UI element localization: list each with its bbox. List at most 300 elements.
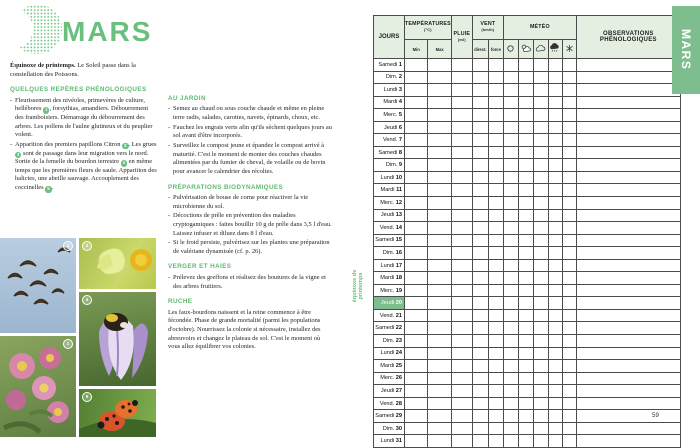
log-cell[interactable]: [472, 146, 488, 159]
log-cell[interactable]: [488, 347, 503, 360]
log-cell[interactable]: [533, 234, 548, 247]
log-cell[interactable]: [562, 134, 576, 147]
log-cell[interactable]: [451, 159, 472, 172]
log-cell[interactable]: [576, 159, 680, 172]
log-cell[interactable]: [503, 171, 518, 184]
log-cell[interactable]: [488, 197, 503, 210]
log-cell[interactable]: [451, 222, 472, 235]
log-cell[interactable]: [428, 171, 451, 184]
log-cell[interactable]: [488, 259, 503, 272]
log-cell[interactable]: [405, 209, 428, 222]
log-cell[interactable]: [451, 59, 472, 72]
log-cell[interactable]: [576, 335, 680, 348]
log-cell[interactable]: [548, 422, 562, 435]
log-cell[interactable]: [428, 184, 451, 197]
log-cell[interactable]: [576, 84, 680, 97]
log-cell[interactable]: [405, 197, 428, 210]
log-cell[interactable]: [503, 410, 518, 423]
log-cell[interactable]: [428, 209, 451, 222]
log-cell[interactable]: [576, 410, 680, 423]
log-cell[interactable]: [518, 422, 533, 435]
log-cell[interactable]: [451, 209, 472, 222]
log-cell[interactable]: [405, 297, 428, 310]
log-cell[interactable]: [548, 360, 562, 373]
log-cell[interactable]: [533, 209, 548, 222]
log-cell[interactable]: [562, 272, 576, 285]
log-cell[interactable]: [518, 297, 533, 310]
log-cell[interactable]: [533, 309, 548, 322]
log-cell[interactable]: [451, 197, 472, 210]
log-cell[interactable]: [576, 121, 680, 134]
log-cell[interactable]: [518, 171, 533, 184]
log-cell[interactable]: [472, 347, 488, 360]
log-cell[interactable]: [428, 309, 451, 322]
log-cell[interactable]: [488, 222, 503, 235]
log-cell[interactable]: [488, 322, 503, 335]
log-cell[interactable]: [428, 159, 451, 172]
log-cell[interactable]: [562, 234, 576, 247]
log-cell[interactable]: [503, 385, 518, 398]
log-cell[interactable]: [562, 109, 576, 122]
log-cell[interactable]: [451, 171, 472, 184]
log-cell[interactable]: [488, 335, 503, 348]
log-cell[interactable]: [451, 234, 472, 247]
log-cell[interactable]: [548, 222, 562, 235]
log-cell[interactable]: [548, 71, 562, 84]
log-cell[interactable]: [518, 385, 533, 398]
log-cell[interactable]: [428, 410, 451, 423]
log-cell[interactable]: [518, 309, 533, 322]
log-cell[interactable]: [562, 360, 576, 373]
log-cell[interactable]: [405, 247, 428, 260]
log-cell[interactable]: [488, 272, 503, 285]
log-cell[interactable]: [451, 422, 472, 435]
log-cell[interactable]: [451, 397, 472, 410]
log-cell[interactable]: [405, 309, 428, 322]
log-cell[interactable]: [518, 284, 533, 297]
log-cell[interactable]: [533, 222, 548, 235]
log-cell[interactable]: [428, 297, 451, 310]
log-cell[interactable]: [576, 171, 680, 184]
log-cell[interactable]: [472, 209, 488, 222]
log-cell[interactable]: [405, 184, 428, 197]
log-cell[interactable]: [472, 297, 488, 310]
log-cell[interactable]: [503, 397, 518, 410]
log-cell[interactable]: [405, 222, 428, 235]
log-cell[interactable]: [548, 109, 562, 122]
log-cell[interactable]: [451, 309, 472, 322]
log-cell[interactable]: [488, 397, 503, 410]
log-cell[interactable]: [518, 121, 533, 134]
log-cell[interactable]: [451, 146, 472, 159]
log-cell[interactable]: [472, 422, 488, 435]
log-cell[interactable]: [451, 259, 472, 272]
log-cell[interactable]: [472, 84, 488, 97]
log-cell[interactable]: [428, 347, 451, 360]
log-cell[interactable]: [503, 234, 518, 247]
log-cell[interactable]: [533, 121, 548, 134]
log-cell[interactable]: [518, 372, 533, 385]
log-cell[interactable]: [562, 372, 576, 385]
log-cell[interactable]: [472, 284, 488, 297]
log-cell[interactable]: [472, 197, 488, 210]
log-cell[interactable]: [576, 284, 680, 297]
log-cell[interactable]: [562, 222, 576, 235]
log-cell[interactable]: [548, 146, 562, 159]
log-cell[interactable]: [518, 184, 533, 197]
log-cell[interactable]: [533, 171, 548, 184]
log-cell[interactable]: [503, 146, 518, 159]
log-cell[interactable]: [518, 96, 533, 109]
log-cell[interactable]: [548, 197, 562, 210]
log-cell[interactable]: [548, 84, 562, 97]
log-cell[interactable]: [548, 121, 562, 134]
log-cell[interactable]: [451, 134, 472, 147]
log-cell[interactable]: [562, 410, 576, 423]
log-cell[interactable]: [405, 59, 428, 72]
log-cell[interactable]: [503, 335, 518, 348]
log-cell[interactable]: [548, 159, 562, 172]
log-cell[interactable]: [533, 71, 548, 84]
log-cell[interactable]: [428, 259, 451, 272]
log-cell[interactable]: [405, 71, 428, 84]
log-cell[interactable]: [428, 234, 451, 247]
log-cell[interactable]: [562, 121, 576, 134]
log-cell[interactable]: [562, 322, 576, 335]
log-cell[interactable]: [562, 209, 576, 222]
log-cell[interactable]: [428, 422, 451, 435]
log-cell[interactable]: [405, 259, 428, 272]
log-cell[interactable]: [533, 109, 548, 122]
log-cell[interactable]: [488, 385, 503, 398]
log-cell[interactable]: [488, 422, 503, 435]
log-cell[interactable]: [548, 335, 562, 348]
log-cell[interactable]: [562, 297, 576, 310]
log-cell[interactable]: [562, 171, 576, 184]
log-cell[interactable]: [503, 209, 518, 222]
log-cell[interactable]: [533, 297, 548, 310]
log-cell[interactable]: [503, 71, 518, 84]
log-cell[interactable]: [562, 59, 576, 72]
log-cell[interactable]: [405, 234, 428, 247]
log-cell[interactable]: [472, 171, 488, 184]
log-cell[interactable]: [562, 309, 576, 322]
log-cell[interactable]: [503, 372, 518, 385]
log-cell[interactable]: [428, 146, 451, 159]
log-cell[interactable]: [488, 59, 503, 72]
log-cell[interactable]: [503, 247, 518, 260]
log-cell[interactable]: [428, 335, 451, 348]
log-cell[interactable]: [548, 59, 562, 72]
log-cell[interactable]: [562, 397, 576, 410]
log-cell[interactable]: [518, 209, 533, 222]
log-cell[interactable]: [488, 284, 503, 297]
log-cell[interactable]: [562, 422, 576, 435]
log-cell[interactable]: [503, 297, 518, 310]
log-cell[interactable]: [472, 234, 488, 247]
log-cell[interactable]: [428, 397, 451, 410]
log-cell[interactable]: [503, 259, 518, 272]
log-cell[interactable]: [533, 96, 548, 109]
log-cell[interactable]: [451, 84, 472, 97]
log-cell[interactable]: [451, 96, 472, 109]
log-cell[interactable]: [488, 71, 503, 84]
log-cell[interactable]: [533, 134, 548, 147]
log-cell[interactable]: [518, 159, 533, 172]
log-cell[interactable]: [451, 272, 472, 285]
log-cell[interactable]: [472, 360, 488, 373]
log-cell[interactable]: [548, 134, 562, 147]
log-cell[interactable]: [405, 347, 428, 360]
log-cell[interactable]: [576, 197, 680, 210]
log-cell[interactable]: [518, 360, 533, 373]
log-cell[interactable]: [548, 96, 562, 109]
log-cell[interactable]: [548, 297, 562, 310]
log-cell[interactable]: [405, 134, 428, 147]
log-cell[interactable]: [472, 222, 488, 235]
log-cell[interactable]: [405, 121, 428, 134]
log-cell[interactable]: [548, 284, 562, 297]
log-cell[interactable]: [533, 360, 548, 373]
log-cell[interactable]: [428, 372, 451, 385]
log-cell[interactable]: [503, 109, 518, 122]
log-cell[interactable]: [576, 422, 680, 435]
log-cell[interactable]: [548, 372, 562, 385]
log-cell[interactable]: [472, 335, 488, 348]
log-cell[interactable]: [562, 71, 576, 84]
log-cell[interactable]: [428, 121, 451, 134]
log-cell[interactable]: [562, 385, 576, 398]
log-cell[interactable]: [562, 159, 576, 172]
log-cell[interactable]: [518, 397, 533, 410]
log-cell[interactable]: [548, 347, 562, 360]
log-cell[interactable]: [451, 410, 472, 423]
log-cell[interactable]: [428, 272, 451, 285]
log-cell[interactable]: [451, 360, 472, 373]
log-cell[interactable]: [488, 410, 503, 423]
log-cell[interactable]: [518, 71, 533, 84]
log-cell[interactable]: [518, 247, 533, 260]
log-cell[interactable]: [472, 159, 488, 172]
log-cell[interactable]: [533, 247, 548, 260]
log-cell[interactable]: [518, 347, 533, 360]
log-cell[interactable]: [576, 134, 680, 147]
log-cell[interactable]: [533, 372, 548, 385]
log-cell[interactable]: [451, 385, 472, 398]
log-cell[interactable]: [428, 322, 451, 335]
log-cell[interactable]: [503, 121, 518, 134]
log-cell[interactable]: [451, 71, 472, 84]
log-cell[interactable]: [451, 372, 472, 385]
log-cell[interactable]: [576, 234, 680, 247]
log-cell[interactable]: [488, 96, 503, 109]
log-cell[interactable]: [562, 335, 576, 348]
log-cell[interactable]: [428, 134, 451, 147]
log-cell[interactable]: [533, 422, 548, 435]
log-cell[interactable]: [472, 109, 488, 122]
log-cell[interactable]: [428, 71, 451, 84]
log-cell[interactable]: [488, 184, 503, 197]
log-cell[interactable]: [562, 96, 576, 109]
log-cell[interactable]: [576, 222, 680, 235]
log-cell[interactable]: [472, 184, 488, 197]
log-cell[interactable]: [405, 410, 428, 423]
log-cell[interactable]: [533, 84, 548, 97]
log-cell[interactable]: [428, 96, 451, 109]
log-cell[interactable]: [488, 134, 503, 147]
log-cell[interactable]: [503, 272, 518, 285]
log-cell[interactable]: [576, 385, 680, 398]
log-cell[interactable]: [576, 71, 680, 84]
log-cell[interactable]: [518, 84, 533, 97]
log-cell[interactable]: [503, 309, 518, 322]
log-cell[interactable]: [472, 385, 488, 398]
log-cell[interactable]: [548, 385, 562, 398]
log-cell[interactable]: [451, 284, 472, 297]
log-cell[interactable]: [562, 84, 576, 97]
log-cell[interactable]: [562, 284, 576, 297]
log-cell[interactable]: [488, 372, 503, 385]
log-cell[interactable]: [488, 121, 503, 134]
log-cell[interactable]: [428, 222, 451, 235]
log-cell[interactable]: [548, 171, 562, 184]
log-cell[interactable]: [503, 197, 518, 210]
log-cell[interactable]: [503, 347, 518, 360]
log-cell[interactable]: [405, 360, 428, 373]
log-cell[interactable]: [518, 259, 533, 272]
log-cell[interactable]: [472, 247, 488, 260]
log-cell[interactable]: [548, 322, 562, 335]
log-cell[interactable]: [576, 59, 680, 72]
log-cell[interactable]: [576, 309, 680, 322]
log-cell[interactable]: [503, 360, 518, 373]
log-cell[interactable]: [405, 372, 428, 385]
log-cell[interactable]: [548, 410, 562, 423]
log-cell[interactable]: [533, 184, 548, 197]
log-cell[interactable]: [576, 322, 680, 335]
log-cell[interactable]: [451, 335, 472, 348]
log-cell[interactable]: [518, 322, 533, 335]
log-cell[interactable]: [503, 184, 518, 197]
log-cell[interactable]: [472, 322, 488, 335]
log-cell[interactable]: [472, 410, 488, 423]
log-cell[interactable]: [518, 410, 533, 423]
log-cell[interactable]: [503, 59, 518, 72]
log-cell[interactable]: [488, 209, 503, 222]
log-cell[interactable]: [488, 297, 503, 310]
log-cell[interactable]: [533, 272, 548, 285]
log-cell[interactable]: [405, 397, 428, 410]
log-cell[interactable]: [548, 234, 562, 247]
log-cell[interactable]: [533, 347, 548, 360]
log-cell[interactable]: [451, 247, 472, 260]
log-cell[interactable]: [503, 134, 518, 147]
log-cell[interactable]: [405, 322, 428, 335]
log-cell[interactable]: [576, 272, 680, 285]
log-cell[interactable]: [576, 109, 680, 122]
log-cell[interactable]: [548, 259, 562, 272]
log-cell[interactable]: [405, 422, 428, 435]
log-cell[interactable]: [533, 397, 548, 410]
log-cell[interactable]: [451, 184, 472, 197]
log-cell[interactable]: [488, 146, 503, 159]
log-cell[interactable]: [405, 385, 428, 398]
log-cell[interactable]: [533, 146, 548, 159]
log-cell[interactable]: [576, 360, 680, 373]
log-cell[interactable]: [472, 259, 488, 272]
log-cell[interactable]: [405, 171, 428, 184]
log-cell[interactable]: [488, 309, 503, 322]
log-cell[interactable]: [562, 259, 576, 272]
log-cell[interactable]: [562, 146, 576, 159]
log-cell[interactable]: [472, 309, 488, 322]
log-cell[interactable]: [576, 247, 680, 260]
log-cell[interactable]: [472, 397, 488, 410]
log-cell[interactable]: [503, 159, 518, 172]
log-cell[interactable]: [472, 121, 488, 134]
log-cell[interactable]: [533, 159, 548, 172]
log-cell[interactable]: [503, 284, 518, 297]
log-cell[interactable]: [451, 121, 472, 134]
log-cell[interactable]: [451, 322, 472, 335]
log-cell[interactable]: [548, 397, 562, 410]
log-cell[interactable]: [472, 272, 488, 285]
log-cell[interactable]: [405, 272, 428, 285]
log-cell[interactable]: [428, 247, 451, 260]
log-cell[interactable]: [428, 385, 451, 398]
log-cell[interactable]: [562, 347, 576, 360]
log-cell[interactable]: [518, 146, 533, 159]
log-cell[interactable]: [576, 184, 680, 197]
log-cell[interactable]: [548, 272, 562, 285]
log-cell[interactable]: [488, 84, 503, 97]
log-cell[interactable]: [405, 96, 428, 109]
log-cell[interactable]: [533, 284, 548, 297]
log-cell[interactable]: [548, 247, 562, 260]
log-cell[interactable]: [518, 197, 533, 210]
log-cell[interactable]: [503, 422, 518, 435]
log-cell[interactable]: [576, 96, 680, 109]
log-cell[interactable]: [576, 372, 680, 385]
log-cell[interactable]: [533, 197, 548, 210]
log-cell[interactable]: [533, 59, 548, 72]
log-cell[interactable]: [503, 96, 518, 109]
log-cell[interactable]: [405, 335, 428, 348]
log-cell[interactable]: [576, 146, 680, 159]
log-cell[interactable]: [533, 385, 548, 398]
log-cell[interactable]: [548, 309, 562, 322]
log-cell[interactable]: [533, 335, 548, 348]
log-cell[interactable]: [562, 184, 576, 197]
log-cell[interactable]: [548, 209, 562, 222]
log-cell[interactable]: [405, 146, 428, 159]
log-cell[interactable]: [428, 84, 451, 97]
log-cell[interactable]: [428, 59, 451, 72]
log-cell[interactable]: [518, 134, 533, 147]
log-cell[interactable]: [533, 259, 548, 272]
log-cell[interactable]: [576, 347, 680, 360]
log-cell[interactable]: [488, 360, 503, 373]
log-cell[interactable]: [562, 197, 576, 210]
log-cell[interactable]: [576, 259, 680, 272]
log-cell[interactable]: [428, 197, 451, 210]
log-cell[interactable]: [576, 209, 680, 222]
log-cell[interactable]: [518, 335, 533, 348]
log-cell[interactable]: [518, 234, 533, 247]
log-cell[interactable]: [405, 109, 428, 122]
log-cell[interactable]: [576, 397, 680, 410]
log-cell[interactable]: [472, 96, 488, 109]
